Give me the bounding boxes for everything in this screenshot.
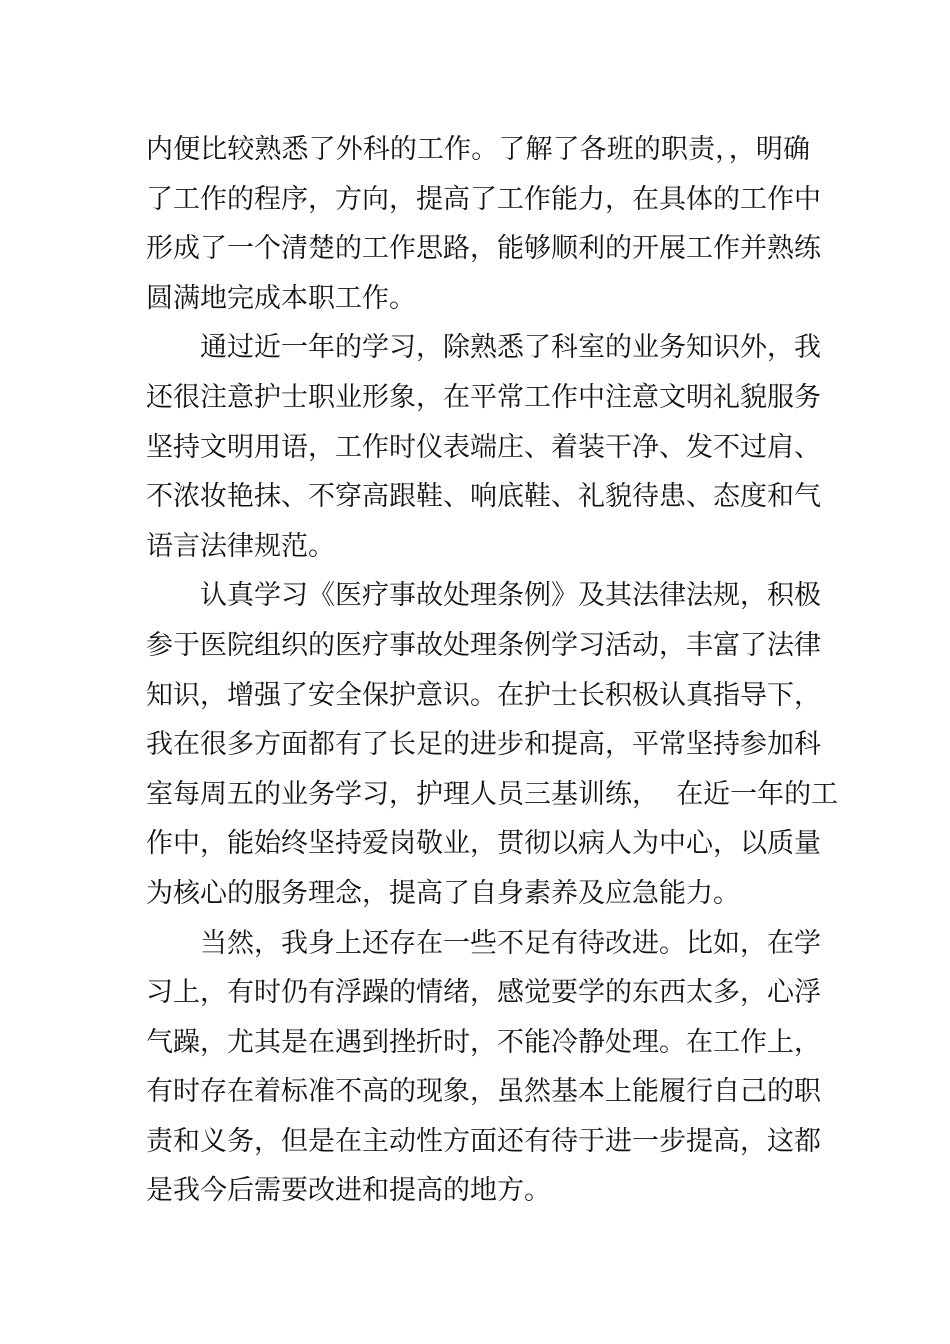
paragraph bbox=[146, 919, 821, 1217]
text-line: 参于医院组织的医疗事故处理条例学习活动，丰富了法律 bbox=[146, 629, 821, 661]
text-line: 坚持文明用语，工作时仪表端庄、着装干净、发不过肩、 bbox=[146, 431, 821, 463]
text-line: 气躁，尤其是在遇到挫折时，不能冷静处理。在工作上， bbox=[146, 1026, 821, 1058]
text-line: 室每周五的业务学习，护理人员三基训练， 在近一年的工 bbox=[146, 778, 839, 810]
text-line: 是我今后需要改进和提高的地方。 bbox=[146, 1175, 551, 1207]
text-line: 当然，我身上还存在一些不足有待改进。比如，在学 bbox=[200, 927, 821, 959]
text-line: 我在很多方面都有了长足的进步和提高，平常坚持参加科 bbox=[146, 729, 821, 761]
text-line: 内便比较熟悉了外科的工作。了解了各班的职责，，明确 bbox=[146, 134, 810, 165]
text-line: 形成了一个清楚的工作思路，能够顺利的开展工作并熟练 bbox=[146, 233, 821, 265]
text-line: 通过近一年的学习，除熟悉了科室的业务知识外，我 bbox=[200, 332, 821, 364]
paragraph bbox=[146, 323, 821, 571]
document-body bbox=[146, 125, 839, 1216]
text-line: 习上，有时仍有浮躁的情绪，感觉要学的东西太多，心浮 bbox=[146, 977, 821, 1009]
text-line: 作中，能始终坚持爱岗敬业，贯彻以病人为中心，以质量 bbox=[146, 828, 821, 860]
text-line: 不浓妆艳抹、不穿高跟鞋、响底鞋、礼貌待患、态度和气 bbox=[146, 481, 821, 513]
paragraph bbox=[146, 125, 821, 323]
text-line: 认真学习《医疗事故处理条例》及其法律法规，积极 bbox=[200, 580, 821, 612]
text-line: 知识，增强了安全保护意识。在护士长积极认真指导下， bbox=[146, 679, 821, 711]
text-line: 有时存在着标准不高的现象，虽然基本上能履行自己的职 bbox=[146, 1076, 821, 1108]
text-line: 责和义务，但是在主动性方面还有待于进一步提高，这都 bbox=[146, 1125, 821, 1157]
text-line: 还很注意护士职业形象，在平常工作中注意文明礼貌服务 bbox=[146, 381, 821, 413]
text-line: 了工作的程序，方向，提高了工作能力，在具体的工作中 bbox=[146, 183, 821, 215]
text-line: 为核心的服务理念，提高了自身素养及应急能力。 bbox=[146, 877, 740, 909]
text-line: 圆满地完成本职工作。 bbox=[146, 282, 416, 314]
text-line: 语言法律规范。 bbox=[146, 530, 335, 562]
paragraph bbox=[146, 571, 839, 918]
